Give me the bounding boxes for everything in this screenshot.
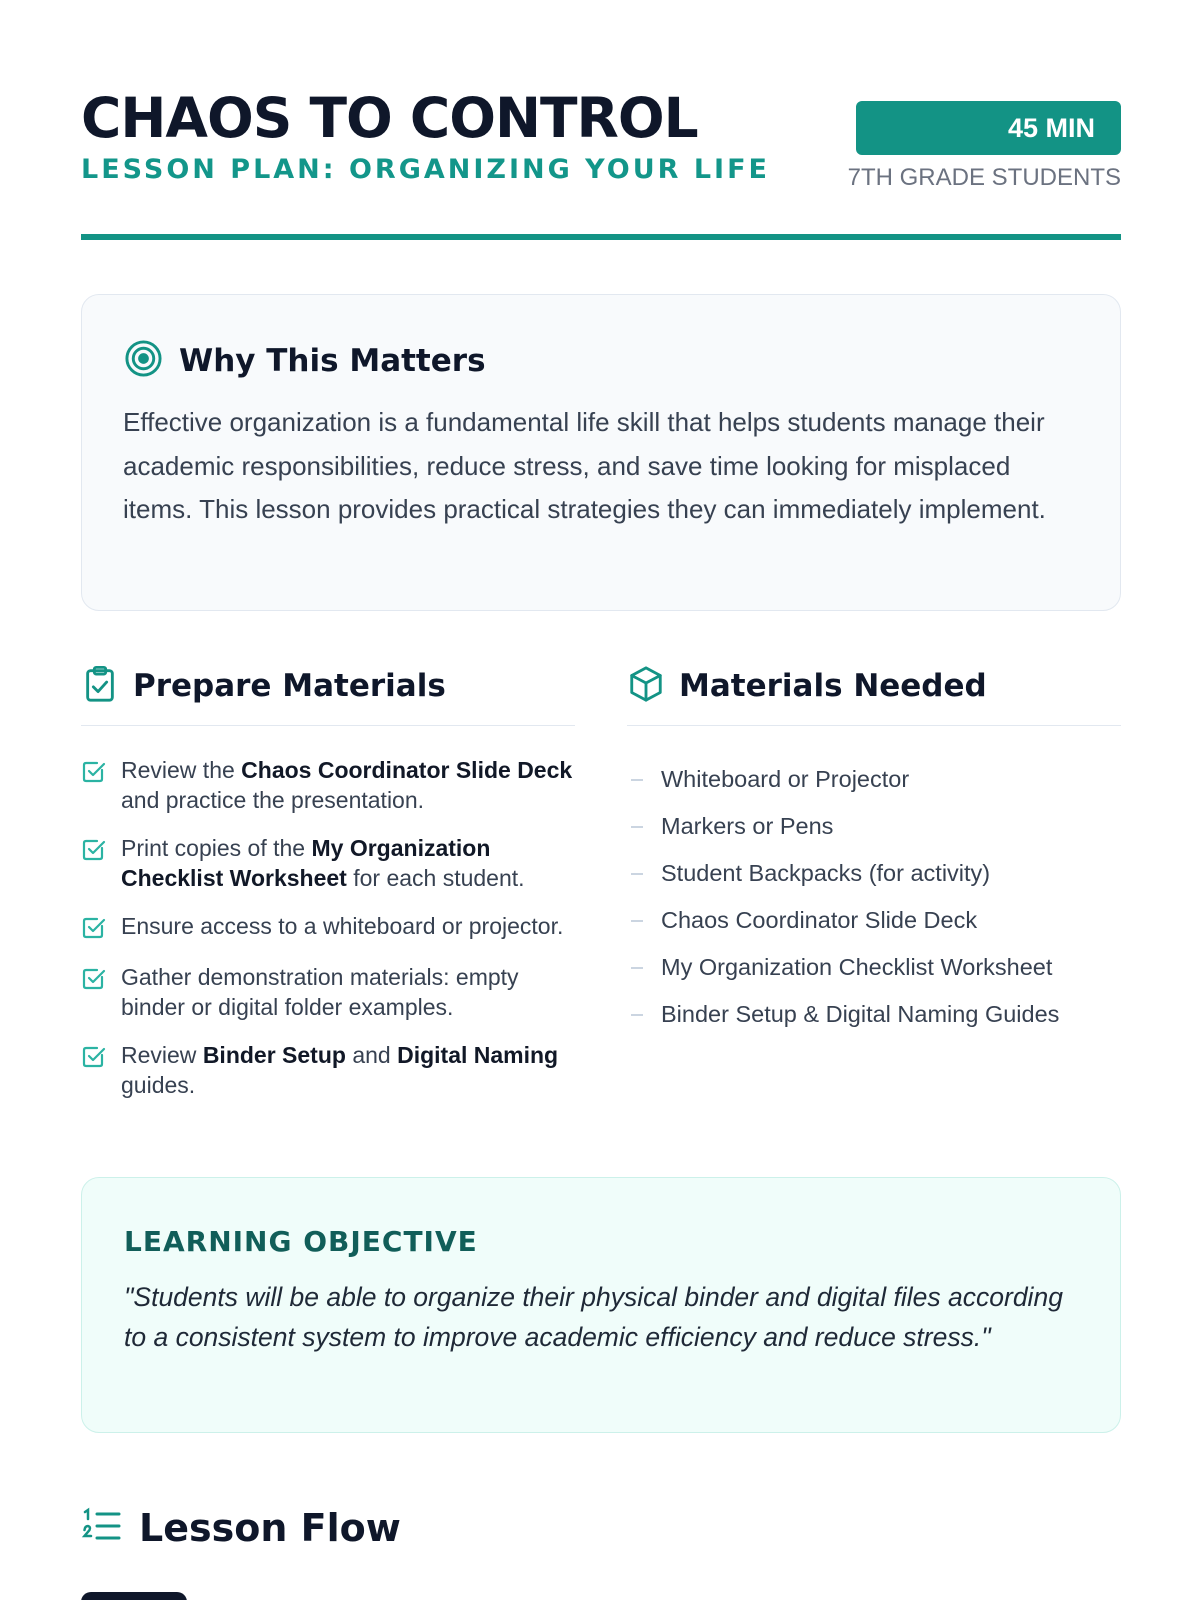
materials-item xyxy=(627,944,1121,991)
prepare-item-segment: and xyxy=(345,1042,398,1068)
objective-label: LEARNING OBJECTIVE xyxy=(124,1225,478,1258)
materials-item-text: My Organization Checklist Worksheet xyxy=(661,954,1053,980)
prepare-item-text xyxy=(121,911,563,941)
materials-item xyxy=(627,803,1121,850)
prepare-item-segment: guides. xyxy=(121,1072,196,1098)
target-icon xyxy=(124,339,163,382)
header xyxy=(81,82,1121,242)
lesson-flow-heading xyxy=(81,1506,401,1550)
materials-item-text: Chaos Coordinator Slide Deck xyxy=(661,907,978,933)
objective-quote: "Students will be able to organize their physical binder and digital files according to a consistent system to improve academic efficiency and reduce stress." xyxy=(124,1282,1063,1352)
checkbox-checked-icon xyxy=(81,962,107,995)
duration-badge: 45 MIN xyxy=(856,101,1121,155)
materials-list xyxy=(627,756,1121,1038)
dash-bullet xyxy=(631,920,643,922)
lesson-flow-title: Lesson Flow xyxy=(139,1506,401,1550)
prepare-materials-section xyxy=(81,660,575,1118)
materials-heading xyxy=(627,660,1121,726)
materials-title: Materials Needed xyxy=(679,667,987,704)
prepare-item xyxy=(81,911,575,944)
dash-bullet xyxy=(631,826,643,828)
materials-item xyxy=(627,991,1121,1038)
checkbox-checked-icon xyxy=(81,911,107,944)
materials-item-text: Student Backpacks (for activity) xyxy=(661,860,991,886)
prepare-item xyxy=(81,1040,575,1100)
prepare-item-segment: and practice the presentation. xyxy=(121,787,425,813)
prepare-item-text xyxy=(121,1040,575,1100)
audience-label: 7TH GRADE STUDENTS xyxy=(847,164,1121,191)
why-heading xyxy=(124,339,486,382)
dash-bullet xyxy=(631,967,643,969)
why-body: Effective organization is a fundamental life skill that helps students manage their academic responsibilities, reduce stress, and save time looking for misplaced items. This lesson provides practical strategies they can immediately implement. xyxy=(123,407,1046,524)
prepare-heading xyxy=(81,660,575,726)
materials-needed-section xyxy=(627,660,1121,1038)
materials-item xyxy=(627,850,1121,897)
clipboard-check-icon xyxy=(81,665,119,707)
prepare-item-segment: Review xyxy=(121,1042,203,1068)
materials-item-text: Whiteboard or Projector xyxy=(661,766,910,792)
prepare-item-highlight: Digital Naming xyxy=(397,1042,559,1068)
prepare-item-highlight: Binder Setup xyxy=(202,1042,346,1068)
prepare-item xyxy=(81,755,575,815)
prepare-item xyxy=(81,962,575,1022)
prepare-item-text xyxy=(121,962,575,1022)
materials-item-text: Markers or Pens xyxy=(661,813,834,839)
box-icon xyxy=(627,665,665,707)
checkbox-checked-icon xyxy=(81,1040,107,1073)
prepare-item-segment: Print copies of the xyxy=(121,835,312,861)
materials-item xyxy=(627,897,1121,944)
prepare-item-text xyxy=(121,833,575,893)
prepare-item-segment: Review the xyxy=(121,757,242,783)
checkbox-checked-icon xyxy=(81,755,107,788)
page-title: CHAOS TO CONTROL xyxy=(81,86,698,150)
prepare-item-segment: for each student. xyxy=(346,865,525,891)
prepare-item-segment: Gather demonstration materials: empty binder or digital folder examples. xyxy=(121,964,519,1020)
materials-item-text: Binder Setup & Digital Naming Guides xyxy=(661,1001,1060,1027)
why-title: Why This Matters xyxy=(179,342,486,379)
lesson-flow-step-tab xyxy=(81,1592,187,1600)
prepare-item xyxy=(81,833,575,893)
dash-bullet xyxy=(631,1014,643,1016)
prepare-item-highlight: Chaos Coordinator Slide Deck xyxy=(241,757,573,783)
prepare-item-text xyxy=(121,755,575,815)
checkbox-checked-icon xyxy=(81,833,107,866)
prepare-item-segment: Ensure access to a whiteboard or projector. xyxy=(121,913,564,939)
prepare-list xyxy=(81,755,575,1100)
dash-bullet xyxy=(631,873,643,875)
why-this-matters-card xyxy=(81,294,1121,611)
numbered-list-icon xyxy=(81,1506,123,1550)
materials-item xyxy=(627,756,1121,803)
header-divider xyxy=(81,234,1121,240)
prepare-title: Prepare Materials xyxy=(133,667,446,704)
prepare-item-highlight: My Organization Checklist Worksheet xyxy=(121,835,491,891)
dash-bullet xyxy=(631,779,643,781)
page-subtitle: LESSON PLAN: ORGANIZING YOUR LIFE xyxy=(81,154,770,185)
learning-objective-card xyxy=(81,1177,1121,1433)
